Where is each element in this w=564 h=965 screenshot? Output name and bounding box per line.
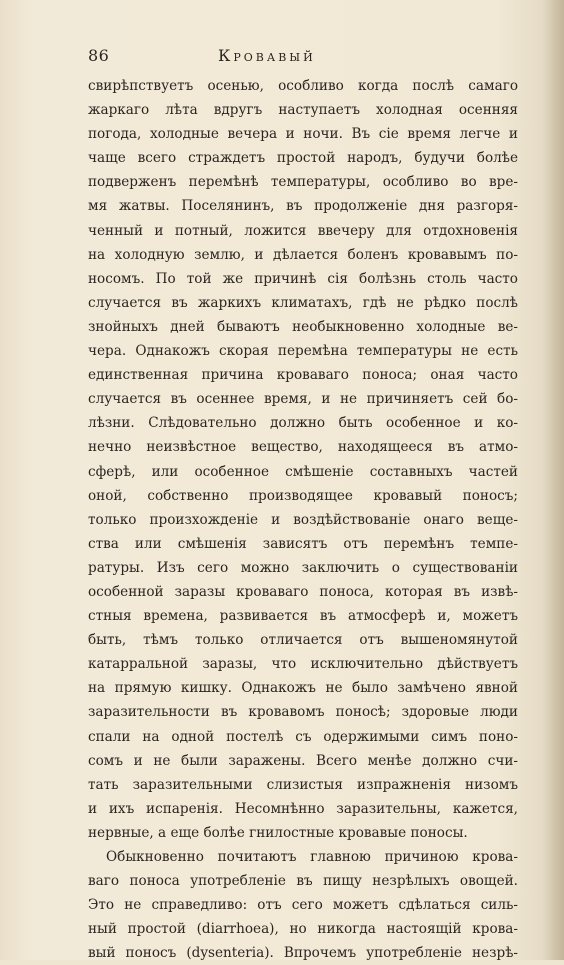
text-line: носомъ. По той же причинѣ сія болѣзнь столь часто <box>88 270 518 287</box>
text-line: сферѣ, или особенное смѣшеніе составныхъ частей <box>88 463 518 480</box>
text-line: подверженъ перемѣнѣ температуры, особливо во вре- <box>88 174 518 191</box>
text-line: случается въ осеннее время, и не причиняетъ сей бо- <box>88 391 518 408</box>
text-line: мя жатвы. Поселянинъ, въ продолженіе дня разгоря- <box>88 198 518 215</box>
paragraph-2 <box>88 845 518 965</box>
text-line: и ихъ испаренія. Несомнѣнно заразительны, кажется, <box>88 800 518 817</box>
text-line: ный простой (diarrhoea), но никогда настоящій крова- <box>88 921 518 938</box>
text-line: единственная причина кроваваго поноса; оная часто <box>88 367 518 384</box>
text-line: ратуры. Изъ сего можно заключить о существованіи <box>88 559 518 576</box>
text-line: оной, собственно производящее кровавый поносъ; <box>88 487 518 504</box>
text-line: тать заразительными слизистыя изпражненія низомъ <box>88 776 518 793</box>
text-line: спали на одной постелѣ съ одержимыми симъ поно- <box>88 728 518 745</box>
text-line: стныя времена, развивается въ атмосферѣ и, можетъ <box>88 608 518 625</box>
text-line: нечно неизвѣстное вещество, находящееся въ атмо- <box>88 439 518 456</box>
text-line: Это не справедливо: отъ сего можетъ сдѣлаться силь- <box>88 897 518 914</box>
text-line: заразительности въ кровавомъ поносѣ; здоровые люди <box>88 704 518 721</box>
text-line: на прямую кишку. Однакожъ не было замѣчено явной <box>88 680 518 697</box>
text-line: жаркаго лѣта вдругъ наступаетъ холодная осенняя <box>88 102 518 119</box>
body-text <box>88 74 518 965</box>
text-line: чера. Однакожъ скорая перемѣна температуры не есть <box>88 343 518 360</box>
text-line: нервные, а еще болѣе гнилостные кровавые поносы. <box>88 824 468 841</box>
text-line: чаще всего страждетъ простой народъ, будучи болѣе <box>88 150 518 167</box>
page-header <box>88 46 468 70</box>
text-line: случается въ жаркихъ климатахъ, гдѣ не рѣдко послѣ <box>88 294 518 311</box>
text-line: ченный и потный, ложится ввечеру для отдохновенія <box>88 222 518 239</box>
text-line: ства или смѣшенія зависятъ отъ перемѣнъ темпе- <box>88 535 518 552</box>
text-line: знойныхъ дней бываютъ необыкновенно холодные ве- <box>88 318 518 335</box>
running-title: Кровавый <box>218 46 316 65</box>
text-line: вый поносъ (dysenteria). Впрочемъ употребленіе незрѣ- <box>88 945 518 962</box>
paragraph-1 <box>88 74 518 845</box>
page-edge-shadow <box>542 0 564 960</box>
text-line: Обыкновенно почитаютъ главною причиною крова- <box>106 849 518 865</box>
text-line: ваго поноса употребленіе въ пищу незрѣлыхъ овощей. <box>88 873 518 890</box>
page-number: 86 <box>88 46 110 65</box>
text-line: катарральной заразы, что исключительно дѣйствуетъ <box>88 656 518 673</box>
text-line: особенной заразы кроваваго поноса, которая въ извѣ- <box>88 583 518 600</box>
text-line: погода, холодные вечера и ночи. Въ сіе время легче и <box>88 126 518 143</box>
text-line: сомъ и не были заражены. Всего менѣе должно счи- <box>88 752 518 769</box>
text-line: на холодную землю, и дѣлается боленъ кровавымъ по- <box>88 246 518 263</box>
text-line: быть, тѣмъ только отличается отъ вышеномянутой <box>88 632 518 649</box>
text-line: только произхожденіе и воздѣйствованіе онаго веще- <box>88 511 518 528</box>
text-line: лѣзни. Слѣдовательно должно быть особенное и ко- <box>88 415 518 432</box>
text-line: свирѣпствуетъ осенью, особливо когда послѣ самаго <box>88 78 518 94</box>
